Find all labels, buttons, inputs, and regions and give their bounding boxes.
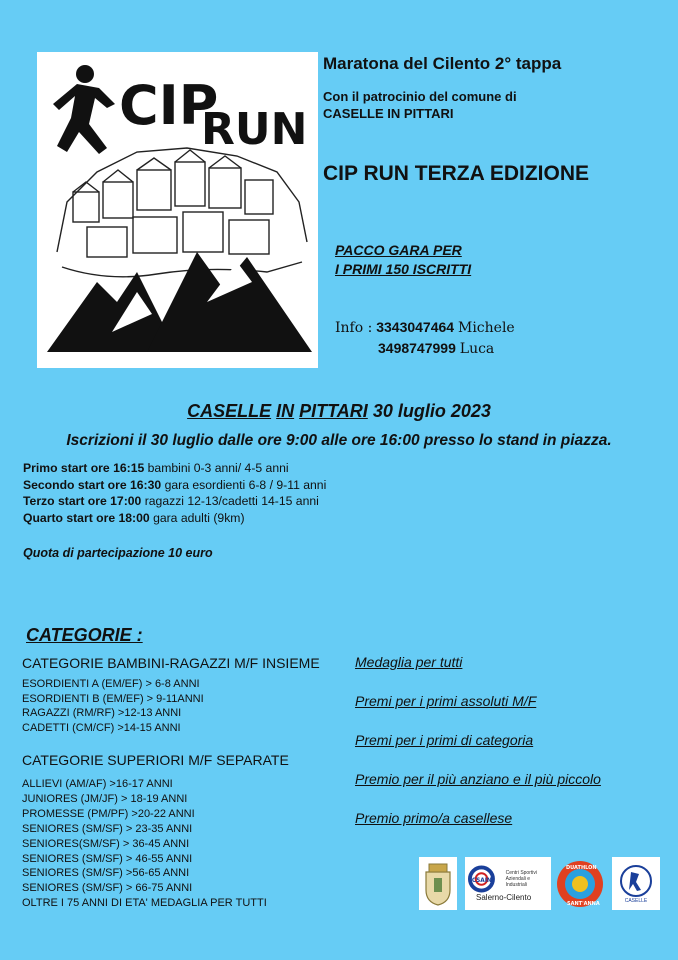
pacco-line1: PACCO GARA PER [335,242,462,258]
contact-name-2: Luca [459,341,495,357]
category-group-1-title: CATEGORIE BAMBINI-RAGAZZI M/F INSIEME [22,655,320,671]
runner-icon [53,65,115,154]
logo-artwork [37,52,318,368]
categories-heading: CATEGORIE : [26,625,143,645]
event-date-line [0,401,678,422]
village-sketch [57,148,307,277]
start-row: Quarto start ore 18:00 gara adulti (9km) [23,510,245,525]
list-item: JUNIORES (JM/JF) > 18-19 ANNI [22,792,188,805]
start-row: Secondo start ore 16:30 gara esordienti 6-8 / 9-11 anni [23,477,327,492]
caselle-label: CASELLE [624,897,648,904]
event-date: 30 luglio 2023 [372,401,491,421]
list-item: ESORDIENTI A (EM/EF) > 6-8 ANNI [22,678,200,690]
list-item: SENIORES (SM/SF) > 23-35 ANNI [22,822,193,835]
prize-item: Premi per i primi di categoria [355,732,534,748]
patronage-line1: Con il patrocinio del comune di [323,89,517,104]
place-word-3: PITTARI [299,401,368,421]
category-group-2-list [22,777,267,911]
start-row: Terzo start ore 17:00 ragazzi 12-13/cadetti 14-15 anni [23,494,319,508]
prize-item: Premi per i primi assoluti M/F [355,693,537,709]
csain-line1: Centri Sportivi [505,870,537,876]
csain-line2: Aziendali e Industriali [505,876,531,888]
comune-crest-logo [419,857,457,910]
svg-text:CSAIN: CSAIN [471,877,492,884]
crest-icon [423,862,453,906]
event-title: Maratona del Cilento 2° tappa [323,54,562,73]
list-item: SENIORES (SM/SF) > 66-75 ANNI [22,882,193,895]
contact-name-1: Michele [457,320,515,336]
list-item: CADETTI (CM/CF) >14-15 ANNI [22,722,181,735]
svg-text:DUATHLON: DUATHLON [566,864,597,871]
prize-item: Premio per il più anziano e il più piccolo [355,771,601,787]
list-item: RAGAZZI (RM/RF) >12-13 ANNI [22,707,182,720]
edition-title: CIP RUN TERZA EDIZIONE [323,162,590,185]
svg-text:SANT'ANNA: SANT'ANNA [567,900,600,907]
list-item: OLTRE I 75 ANNI DI ETA' MEDAGLIA PER TUTTI [22,897,267,910]
start-schedule [23,460,326,526]
logo-text-run: RUN [201,104,308,155]
cip-run-logo [37,52,318,368]
participation-fee: Quota di partecipazione 10 euro [23,546,213,560]
caselle-badge-icon [619,864,653,898]
place-word-1: CASELLE [187,401,272,421]
duathlon-badge-icon [556,859,604,909]
list-item: ESORDIENTI B (EM/EF) > 9-11ANNI [22,692,204,705]
start-row: Primo start ore 16:15 bambini 0-3 anni/ 4-5 anni [23,461,289,475]
csain-logo [465,857,551,910]
phone-2[interactable]: 3498747999 [378,340,456,356]
list-item: PROMESSE (PM/PF) >20-22 ANNI [22,807,195,820]
csain-region: Salerno-Cilento [476,893,532,902]
prize-item: Premio primo/a casellese [355,810,513,826]
patronage-line2: CASELLE IN PITTARI [323,106,454,121]
info-label: Info : [335,320,373,336]
caselle-logo [612,857,660,910]
patronage [323,88,517,122]
logo-text-cip: CIP [119,74,219,137]
list-item: SENIORES (SM/SF) >56-65 ANNI [22,867,190,880]
mountains-icon [47,252,312,352]
phone-1[interactable]: 3343047464 [376,319,455,335]
csain-mark-icon [468,865,503,893]
list-item: ALLIEVI (AM/AF) >16-17 ANNI [22,778,173,790]
prize-item: Medaglia per tutti [355,654,463,670]
pacco-line2: I PRIMI 150 ISCRITTI [335,261,472,277]
list-item: SENIORES(SM/SF) > 36-45 ANNI [22,837,190,850]
registration-info: Iscrizioni il 30 luglio dalle ore 9:00 alle ore 16:00 presso lo stand in piazza. [66,432,612,449]
pacco-gara [335,241,471,279]
duathlon-logo [556,857,604,910]
place-word-2: IN [276,401,295,421]
contact-info [335,317,515,359]
category-group-2-title: CATEGORIE SUPERIORI M/F SEPARATE [22,752,289,768]
category-group-1-list [22,677,204,736]
list-item: SENIORES (SM/SF) > 46-55 ANNI [22,852,193,865]
